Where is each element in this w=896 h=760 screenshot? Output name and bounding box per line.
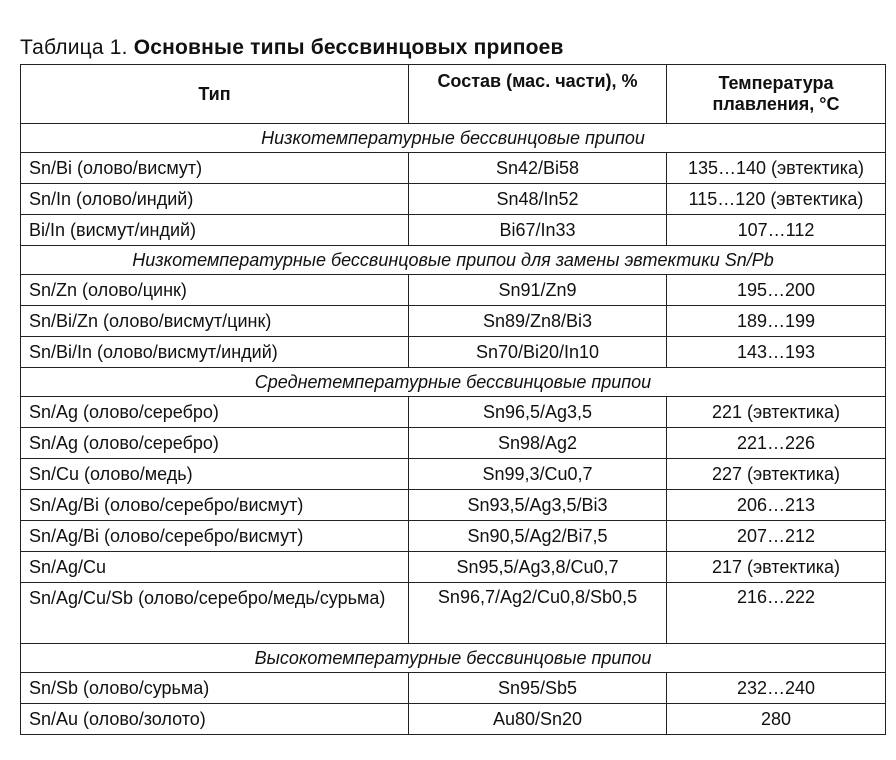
section-row <box>21 644 886 673</box>
table-row <box>21 552 886 583</box>
table-header <box>21 65 886 124</box>
cell-melting: 232…240 <box>667 673 886 704</box>
cell-type: Sn/Ag/Cu/Sb (олово/серебро/медь/сурьма) <box>21 583 409 644</box>
cell-type: Sn/Ag/Cu <box>21 552 409 583</box>
cell-melting: 143…193 <box>667 337 886 368</box>
table-row <box>21 490 886 521</box>
table-row <box>21 337 886 368</box>
cell-composition: Bi67/In33 <box>409 215 667 246</box>
cell-melting: 217 (эвтектика) <box>667 552 886 583</box>
header-type: Тип <box>21 65 409 124</box>
header-composition: Состав (мас. части), % <box>409 65 667 124</box>
table-row <box>21 184 886 215</box>
cell-type: Sn/Au (олово/золото) <box>21 704 409 735</box>
cell-composition: Sn93,5/Ag3,5/Bi3 <box>409 490 667 521</box>
cell-composition: Sn96,5/Ag3,5 <box>409 397 667 428</box>
table-row <box>21 397 886 428</box>
section-row <box>21 368 886 397</box>
cell-composition: Sn96,7/Ag2/Cu0,8/Sb0,5 <box>409 583 667 644</box>
section-title: Высокотемпературные бессвинцовые припои <box>21 644 886 673</box>
cell-melting: 189…199 <box>667 306 886 337</box>
cell-type: Sn/Ag/Bi (олово/серебро/висмут) <box>21 490 409 521</box>
cell-type: Sn/Bi (олово/висмут) <box>21 153 409 184</box>
table-row <box>21 275 886 306</box>
cell-melting: 216…222 <box>667 583 886 644</box>
cell-type: Sn/Zn (олово/цинк) <box>21 275 409 306</box>
cell-composition: Sn98/Ag2 <box>409 428 667 459</box>
cell-melting: 227 (эвтектика) <box>667 459 886 490</box>
cell-melting: 221…226 <box>667 428 886 459</box>
table-row <box>21 306 886 337</box>
table-body <box>21 124 886 735</box>
section-row <box>21 124 886 153</box>
cell-type: Sn/Ag (олово/серебро) <box>21 428 409 459</box>
cell-melting: 280 <box>667 704 886 735</box>
cell-melting: 195…200 <box>667 275 886 306</box>
cell-composition: Sn42/Bi58 <box>409 153 667 184</box>
section-title: Среднетемпературные бессвинцовые припои <box>21 368 886 397</box>
header-row <box>21 65 886 124</box>
cell-composition: Sn90,5/Ag2/Bi7,5 <box>409 521 667 552</box>
table-row <box>21 153 886 184</box>
cell-type: Sn/Ag/Bi (олово/серебро/висмут) <box>21 521 409 552</box>
cell-composition: Sn95/Sb5 <box>409 673 667 704</box>
cell-melting: 206…213 <box>667 490 886 521</box>
cell-type: Sn/Cu (олово/медь) <box>21 459 409 490</box>
cell-composition: Sn48/In52 <box>409 184 667 215</box>
cell-type: Sn/In (олово/индий) <box>21 184 409 215</box>
cell-type: Sn/Bi/Zn (олово/висмут/цинк) <box>21 306 409 337</box>
cell-melting: 221 (эвтектика) <box>667 397 886 428</box>
table-row <box>21 673 886 704</box>
cell-melting: 115…120 (эвтектика) <box>667 184 886 215</box>
cell-composition: Au80/Sn20 <box>409 704 667 735</box>
cell-melting: 207…212 <box>667 521 886 552</box>
table-row <box>21 704 886 735</box>
cell-composition: Sn89/Zn8/Bi3 <box>409 306 667 337</box>
table-row <box>21 459 886 490</box>
cell-melting: 107…112 <box>667 215 886 246</box>
table-row <box>21 521 886 552</box>
cell-type: Sn/Bi/In (олово/висмут/индий) <box>21 337 409 368</box>
cell-type: Bi/In (висмут/индий) <box>21 215 409 246</box>
cell-composition: Sn70/Bi20/In10 <box>409 337 667 368</box>
cell-type: Sn/Ag (олово/серебро) <box>21 397 409 428</box>
cell-composition: Sn95,5/Ag3,8/Cu0,7 <box>409 552 667 583</box>
section-row <box>21 246 886 275</box>
cell-melting: 135…140 (эвтектика) <box>667 153 886 184</box>
table-caption <box>20 36 564 60</box>
solder-table <box>20 64 886 735</box>
section-title: Низкотемпературные бессвинцовые припои <box>21 124 886 153</box>
caption-prefix: Таблица 1. <box>20 36 134 59</box>
header-melting: Температура плавления, °С <box>667 65 886 124</box>
section-title: Низкотемпературные бессвинцовые припои для замены эвтектики Sn/Pb <box>21 246 886 275</box>
table-row <box>21 583 886 644</box>
cell-composition: Sn99,3/Cu0,7 <box>409 459 667 490</box>
table-row <box>21 428 886 459</box>
caption-title: Основные типы бессвинцовых припоев <box>133 36 564 59</box>
cell-composition: Sn91/Zn9 <box>409 275 667 306</box>
table-row <box>21 215 886 246</box>
cell-type: Sn/Sb (олово/сурьма) <box>21 673 409 704</box>
